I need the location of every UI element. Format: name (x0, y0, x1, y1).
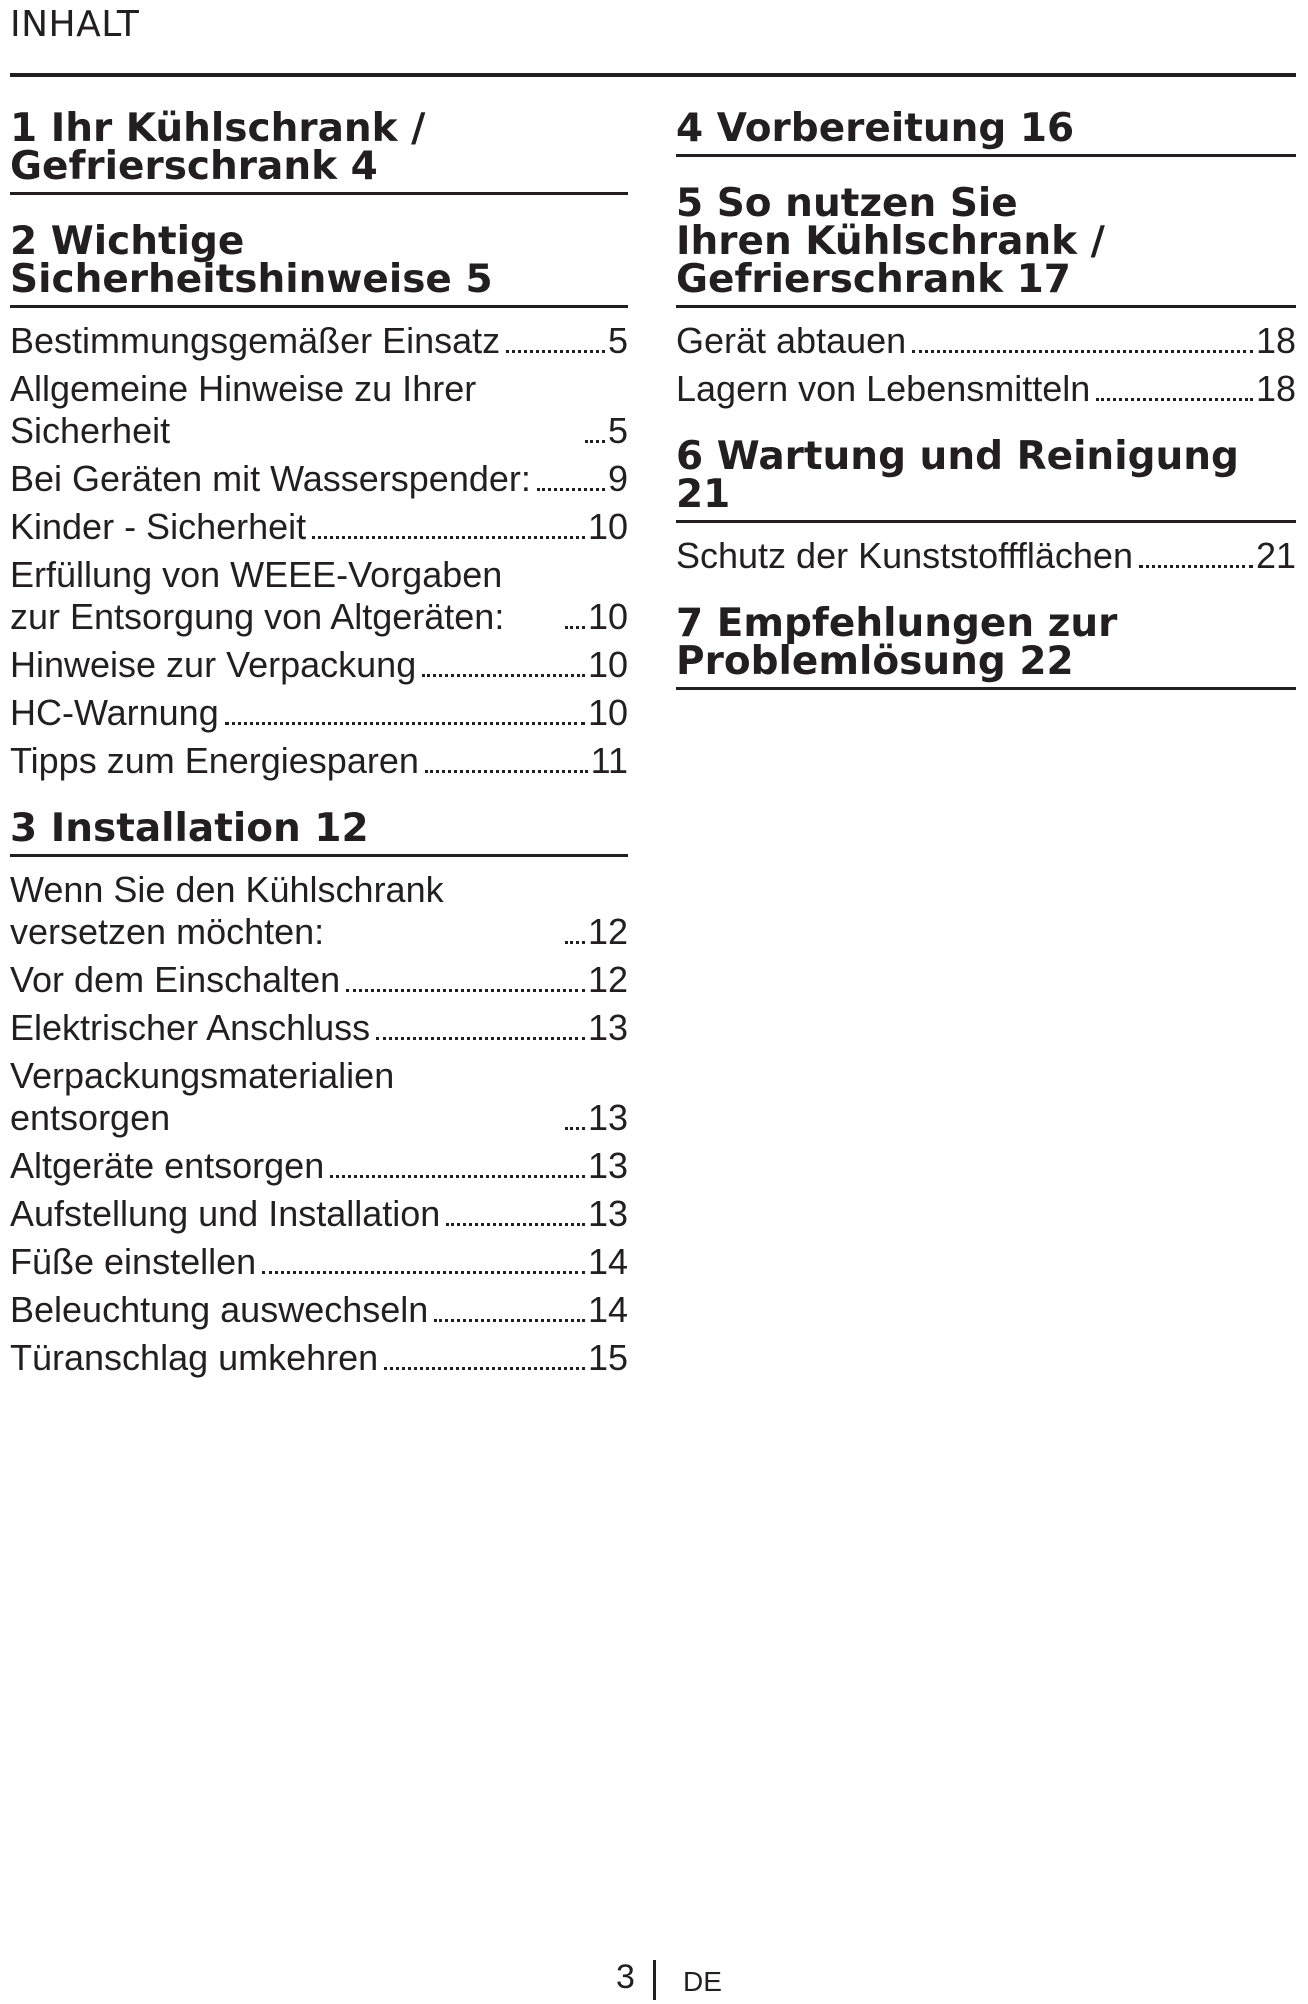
toc-entry-label: Hinweise zur Verpackung (10, 644, 417, 685)
language-code: DE (683, 1966, 722, 1997)
toc-entry-page: 12 (587, 959, 628, 1000)
toc-section (676, 601, 1296, 690)
toc-entry-page: 21 (1255, 535, 1296, 576)
toc-entry[interactable] (10, 740, 628, 782)
toc-entry[interactable] (10, 692, 628, 734)
toc-entry-page: 14 (587, 1289, 628, 1330)
toc-entry[interactable] (10, 1007, 628, 1049)
toc-entry-page: 13 (587, 1193, 628, 1234)
toc-entry-label: Wenn Sie den Kühlschrank versetzen möchten: (10, 869, 444, 952)
toc-entry-label: Bei Geräten mit Wasserspender: (10, 458, 531, 499)
toc-entry-label: Kinder - Sicherheit (10, 506, 307, 547)
toc-entry-label: Beleuchtung auswechseln (10, 1289, 429, 1330)
toc-entry-label: Bestimmungsgemäßer Einsatz (10, 320, 501, 361)
toc-entry-page: 13 (587, 1145, 628, 1186)
toc-entry[interactable] (10, 869, 628, 953)
toc-entry-label: Verpackungsmaterialien entsorgen (10, 1055, 395, 1138)
toc-entry[interactable] (676, 368, 1296, 410)
toc-entry-label: Gerät abtauen (676, 320, 907, 361)
toc-left-column (10, 106, 628, 1407)
dot-leader (434, 1319, 585, 1322)
toc-entry-label: Tipps zum Energiesparen (10, 740, 419, 781)
section-heading[interactable]: 6 Wartung und Reinigung 21 (676, 438, 1296, 523)
toc-section (10, 806, 628, 1379)
toc-entry-label: Aufstellung und Installation (10, 1193, 441, 1234)
toc-entry-page: 10 (587, 692, 628, 733)
toc-entry-list (676, 535, 1296, 577)
section-heading[interactable]: 3 Installation 12 (10, 810, 628, 857)
toc-entry[interactable] (10, 1241, 628, 1283)
dot-leader (912, 350, 1253, 353)
toc-entry-page: 10 (587, 644, 628, 685)
section-heading[interactable]: 7 Empfehlungen zur Problemlösung 22 (676, 605, 1296, 690)
dot-leader (312, 536, 585, 539)
toc-entry-page: 15 (587, 1337, 628, 1378)
dot-leader (225, 722, 585, 725)
page-footer (0, 1958, 1308, 1998)
toc-entry-list (10, 869, 628, 1379)
dot-leader (537, 488, 605, 491)
toc-entry-page: 5 (607, 320, 628, 361)
toc-entry-page: 13 (587, 1007, 628, 1048)
toc-entry-label: Allgemeine Hinweise zu Ihrer Sicherheit (10, 368, 477, 451)
toc-section (10, 219, 628, 782)
toc-entry[interactable] (10, 644, 628, 686)
toc-entry-page: 18 (1255, 368, 1296, 409)
dot-leader (585, 440, 605, 443)
toc-entry-page: 10 (587, 596, 628, 637)
dot-leader (330, 1175, 585, 1178)
toc-entry[interactable] (10, 1055, 628, 1139)
toc-entry[interactable] (10, 368, 628, 452)
toc-entry-page: 10 (587, 506, 628, 547)
toc-entry[interactable] (10, 506, 628, 548)
toc-right-column (676, 106, 1296, 718)
dot-leader (565, 626, 585, 629)
toc-entry[interactable] (10, 554, 628, 638)
toc-entry[interactable] (10, 1289, 628, 1331)
toc-entry[interactable] (10, 458, 628, 500)
dot-leader (425, 770, 588, 773)
toc-entry-list (10, 320, 628, 782)
toc-entry-page: 9 (607, 458, 628, 499)
toc-entry-page: 14 (587, 1241, 628, 1282)
toc-entry-label: Erfüllung von WEEE-Vorgaben zur Entsorgung von Altgeräten: (10, 554, 505, 637)
dot-leader (422, 674, 585, 677)
toc-entry-label: Schutz der Kunststoffflächen (676, 535, 1133, 576)
toc-entry-page: 12 (587, 911, 628, 952)
dot-leader (565, 1127, 585, 1130)
dot-leader (506, 350, 605, 353)
section-heading[interactable]: 4 Vorbereitung 16 (676, 110, 1296, 157)
dot-leader (346, 989, 585, 992)
dot-leader (262, 1271, 585, 1274)
toc-entry-label: Lagern von Lebensmitteln (676, 368, 1091, 409)
toc-entry-page: 18 (1255, 320, 1296, 361)
toc-entry[interactable] (10, 1145, 628, 1187)
toc-entry-page: 11 (590, 740, 628, 781)
toc-entry-label: Türanschlag umkehren (10, 1337, 379, 1378)
toc-entry[interactable] (10, 1193, 628, 1235)
toc-entry-page: 5 (607, 410, 628, 451)
toc-entry[interactable] (10, 1337, 628, 1379)
dot-leader (1096, 398, 1253, 401)
toc-entry-page: 13 (587, 1097, 628, 1138)
toc-section (676, 106, 1296, 157)
footer-separator (653, 1960, 656, 2000)
section-heading[interactable]: 1 Ihr Kühlschrank / Gefrierschrank 4 (10, 110, 628, 195)
toc-entry-label: Altgeräte entsorgen (10, 1145, 325, 1186)
toc-section (10, 106, 628, 195)
toc-entry[interactable] (676, 535, 1296, 577)
toc-entry-label: Füße einstellen (10, 1241, 257, 1282)
header-divider (10, 73, 1296, 77)
toc-entry[interactable] (10, 320, 628, 362)
toc-entry-label: Elektrischer Anschluss (10, 1007, 371, 1048)
dot-leader (446, 1223, 585, 1226)
page-number: 3 (616, 1958, 635, 1996)
page-header-title: INHALT (10, 4, 140, 45)
toc-entry-list (676, 320, 1296, 410)
toc-section (676, 434, 1296, 577)
toc-entry[interactable] (10, 959, 628, 1001)
toc-entry-label: Vor dem Einschalten (10, 959, 341, 1000)
dot-leader (376, 1037, 585, 1040)
toc-entry-label: HC-Warnung (10, 692, 219, 733)
dot-leader (565, 941, 585, 944)
toc-entry[interactable] (676, 320, 1296, 362)
section-heading[interactable]: 2 Wichtige Sicherheitshinweise 5 (10, 223, 628, 308)
dot-leader (384, 1367, 585, 1370)
dot-leader (1139, 565, 1253, 568)
toc-section (676, 181, 1296, 410)
section-heading[interactable]: 5 So nutzen Sie Ihren Kühlschrank / Gefrierschrank 17 (676, 185, 1296, 308)
